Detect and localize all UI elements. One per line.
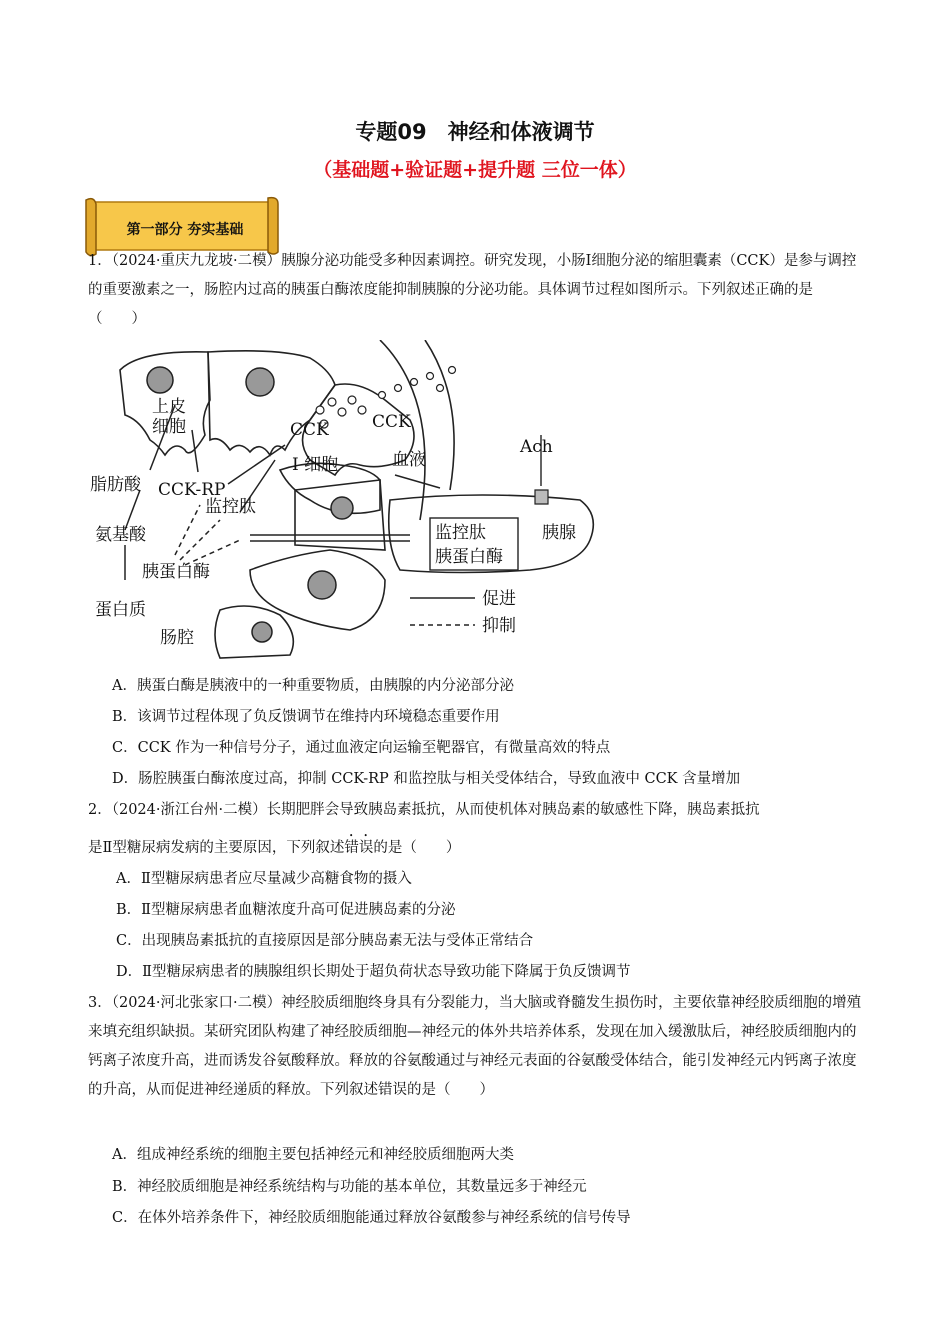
- q2-line1: 2．（2024·浙江台州·二模）长期肥胖会导致胰岛素抵抗，从而使机体对胰岛素的敏感性下降，胰岛素抵抗: [88, 802, 760, 818]
- label-cck-mid: CCK: [372, 412, 411, 432]
- q1-option-d: D．肠腔胰蛋白酶浓度过高，抑制 CCK-RP 和监控肽与相关受体结合，导致血液中 CCK 含量增加: [112, 771, 741, 787]
- label-blood: 血液: [392, 450, 426, 470]
- label-box-monitor: 监控肽: [435, 523, 486, 543]
- label-trypsin: 胰蛋白酶: [142, 562, 210, 582]
- label-fatty-acid: 脂肪酸: [90, 475, 141, 495]
- label-epithelial: 上皮: [152, 397, 186, 417]
- page-title: 专题09 神经和体液调节: [355, 120, 595, 144]
- label-cck-top: CCK: [290, 420, 329, 440]
- q2-option-d: D．Ⅱ型糖尿病患者的胰腺组织长期处于超负荷状态导致功能下降属于负反馈调节: [116, 964, 631, 980]
- q2-option-b: B．Ⅱ型糖尿病患者血糖浓度升高可促进胰岛素的分泌: [116, 902, 456, 918]
- label-cck-rp: CCK-RP: [158, 480, 226, 500]
- q3-option-c: C．在体外培养条件下，神经胶质细胞能通过释放谷氨酸参与神经系统的信号传导: [112, 1210, 631, 1226]
- q3-stem: 3．（2024·河北张家口·二模）神经胶质细胞终身具有分裂能力，当大脑或脊髓发生损伤时，主要依靠神经胶质细胞的增殖来填充组织缺损。某研究团队构建了神经胶质细胞—神经元的体外共培养体系，发现在加入缓激肽后，神经胶质细胞内的钙离子浓度升高，进而诱发谷氨酸释放。释放的谷氨酸通过与神经元表面的谷氨酸受体结合，能引发神经元内钙离子浓度的升高，从而促进神经递质的释放。下列叙述错误的是（ ）: [88, 995, 862, 1098]
- section-label: 第一部分 夯实基础: [126, 222, 244, 238]
- q2-option-a: A．Ⅱ型糖尿病患者应尽量减少高糖食物的摄入: [116, 871, 412, 887]
- q1-figure: [80, 340, 620, 660]
- legend-promote: 促进: [482, 589, 516, 609]
- q1-stem: 1．（2024·重庆九龙坡·二模）胰腺分泌功能受多种因素调控。研究发现，小肠I细胞分泌的缩胆囊素（CCK）是参与调控的重要激素之一，肠腔内过高的胰蛋白酶浓度能抑制胰腺的分泌功能。具体调节过程如图所示。下列叙述正确的是（ ）: [88, 253, 857, 327]
- page-subtitle: （基础题+验证题+提升题 三位一体）: [313, 159, 637, 181]
- label-ach: Ach: [520, 437, 553, 457]
- q2-emphasis: 错误: [344, 840, 374, 856]
- label-pancreas: 胰腺: [542, 523, 576, 543]
- legend-inhibit: 抑制: [482, 616, 516, 636]
- label-box-trypsin: 胰蛋白酶: [435, 547, 503, 567]
- q1-option-c: C．CCK 作为一种信号分子，通过血液定向运输至靶器官，有微量高效的特点: [112, 740, 611, 756]
- q3-option-a: A．组成神经系统的细胞主要包括神经元和神经胶质细胞两大类: [112, 1147, 514, 1163]
- label-amino-acid: 氨基酸: [95, 525, 146, 545]
- q1-option-a: A．胰蛋白酶是胰液中的一种重要物质，由胰腺的内分泌部分泌: [112, 678, 514, 694]
- q2-line2: [88, 832, 460, 858]
- label-lumen: 肠腔: [160, 628, 194, 648]
- q2-line2-pre: 是Ⅱ型糖尿病发病的主要原因，下列叙述: [88, 840, 345, 856]
- q3-option-b: B．神经胶质细胞是神经系统结构与功能的基本单位，其数量远多于神经元: [112, 1179, 587, 1195]
- label-monitor-peptide: 监控肽: [205, 497, 256, 517]
- q2-option-c: C．出现胰岛素抵抗的直接原因是部分胰岛素无法与受体正常结合: [116, 933, 534, 949]
- q2-line2-post: 的是（ ）: [373, 840, 461, 856]
- label-i-cell: I 细胞: [292, 455, 339, 475]
- label-protein: 蛋白质: [95, 600, 146, 620]
- label-epithelial-2: 细胞: [152, 417, 186, 437]
- q1-option-b: B．该调节过程体现了负反馈调节在维持内环境稳态重要作用: [112, 709, 500, 725]
